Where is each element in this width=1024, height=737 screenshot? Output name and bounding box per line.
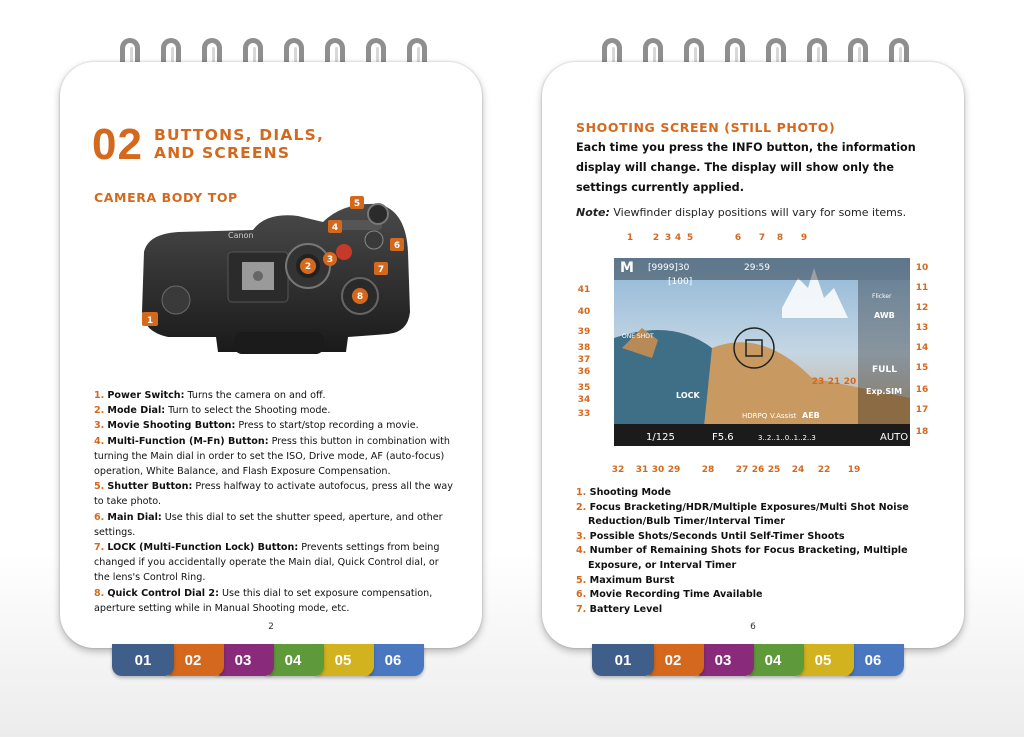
screen-bracket: [100] <box>668 277 693 287</box>
chapter-title-line1: BUTTONS, DIALS, <box>154 126 325 144</box>
callout-4: 4 <box>331 223 339 233</box>
screen-lock: LOCK <box>676 391 700 400</box>
chapter-tab-04[interactable]: 04 <box>262 644 324 676</box>
callout-3: 3 <box>664 233 672 243</box>
button-description-list <box>94 388 454 616</box>
svg-text:Canon: Canon <box>228 231 254 240</box>
chapter-tab-01[interactable]: 01 <box>112 644 174 676</box>
chapter-tab-03[interactable]: 03 <box>212 644 274 676</box>
callout-22: 22 <box>817 465 831 475</box>
callout-21: 21 <box>827 377 841 387</box>
list-item: 6. Movie Recording Time Available <box>576 589 763 601</box>
callout-30: 30 <box>651 465 665 475</box>
list-item: 4. Multi-Function (M-Fn) Button: Press this button in combination with turning the Main dial in order to set the ISO, Drive mode, AF (auto-focus) operation, White Balance, and Flash Exposure Compensation. <box>94 435 450 478</box>
callout-24: 24 <box>791 465 805 475</box>
screen-shutter: 1/125 <box>646 432 675 443</box>
left-page <box>60 62 482 648</box>
callout-9: 9 <box>800 233 808 243</box>
callout-18: 18 <box>915 427 929 437</box>
chapter-tab-05[interactable]: 05 <box>312 644 374 676</box>
chapter-title <box>154 126 354 162</box>
callout-10: 10 <box>915 263 929 273</box>
callout-26: 26 <box>751 465 765 475</box>
screen-mode: M <box>620 260 634 276</box>
list-item: 5. Shutter Button: Press halfway to activate autofocus, press all the way to take photo. <box>94 481 453 508</box>
callout-8: 8 <box>356 292 364 302</box>
callout-2: 2 <box>652 233 660 243</box>
callout-6: 6 <box>734 233 742 243</box>
list-item: 3. Possible Shots/Seconds Until Self-Timer Shoots <box>576 530 845 542</box>
chapter-tab-03[interactable]: 03 <box>692 644 754 676</box>
screen-flicker: Flicker <box>872 293 892 300</box>
callout-7: 7 <box>758 233 766 243</box>
screen-hdr: HDRPQ <box>742 412 768 420</box>
callout-20: 20 <box>843 377 857 387</box>
callout-37: 37 <box>577 355 591 365</box>
callout-38: 38 <box>577 343 591 353</box>
callout-29: 29 <box>667 465 681 475</box>
list-item: 4. Number of Remaining Shots for Focus Bracketing, Multiple Exposure, or Interval Timer <box>576 545 908 571</box>
callout-16: 16 <box>915 385 929 395</box>
intro-text: Each time you press the INFO button, the information display will change. The display will show only the settings currently applied. <box>576 141 916 194</box>
chapter-tab-06[interactable]: 06 <box>842 644 904 676</box>
note-text: Note: Viewfinder display positions will vary for some items. <box>576 206 907 219</box>
screen-iso: AUTO <box>880 432 909 443</box>
callout-8: 8 <box>776 233 784 243</box>
page-number: 2 <box>268 622 274 632</box>
section-heading: CAMERA BODY TOP <box>94 190 238 205</box>
list-item: 1. Shooting Mode <box>576 487 672 498</box>
callout-5: 5 <box>353 199 361 209</box>
callout-11: 11 <box>915 283 929 293</box>
chapter-tab-02[interactable]: 02 <box>162 644 224 676</box>
list-item: 2. Mode Dial: Turn to select the Shooting mode. <box>94 405 331 417</box>
screen-awb: AWB <box>874 311 895 320</box>
callout-13: 13 <box>915 323 929 333</box>
screen-scale: 3..2..1..0..1..2..3 <box>758 434 816 442</box>
callout-2: 2 <box>304 262 312 272</box>
callout-12: 12 <box>915 303 929 313</box>
callout-23: 23 <box>811 377 825 387</box>
list-item: 5. Maximum Burst <box>576 574 675 586</box>
chapter-title-line2: AND SCREENS <box>154 144 291 162</box>
chapter-tabs-left <box>112 644 442 680</box>
screen-aperture: F5.6 <box>712 432 734 443</box>
camera-body-illustration <box>138 192 418 372</box>
list-item: 7. Battery Level <box>576 603 663 615</box>
list-item: 3. Movie Shooting Button: Press to start/stop recording a movie. <box>94 420 419 432</box>
callout-34: 34 <box>577 395 591 405</box>
callout-40: 40 <box>577 307 591 317</box>
callout-39: 39 <box>577 327 591 337</box>
callout-25: 25 <box>767 465 781 475</box>
callout-5: 5 <box>686 233 694 243</box>
chapter-tab-02[interactable]: 02 <box>642 644 704 676</box>
list-item: 2. Focus Bracketing/HDR/Multiple Exposures/Multi Shot Noise Reduction/Bulb Timer/Interval Timer <box>576 501 909 528</box>
shooting-screen-illustration <box>562 228 952 484</box>
callout-31: 31 <box>635 465 649 475</box>
list-item: 1. Power Switch: Turns the camera on and off. <box>94 390 326 401</box>
right-page <box>542 62 964 648</box>
chapter-tab-05[interactable]: 05 <box>792 644 854 676</box>
chapter-tab-06[interactable]: 06 <box>362 644 424 676</box>
callout-41: 41 <box>577 285 591 295</box>
list-item: 8. Quick Control Dial 2: Use this dial to set exposure compensation, aperture setting while in Manual Shooting mode, etc. <box>94 587 433 614</box>
chapter-tab-01[interactable]: 01 <box>592 644 654 676</box>
callout-4: 4 <box>674 233 682 243</box>
callout-17: 17 <box>915 405 929 415</box>
callout-19: 19 <box>847 465 861 475</box>
screen-vassist: V.Assist <box>770 412 797 420</box>
callout-35: 35 <box>577 383 591 393</box>
callout-6: 6 <box>393 241 401 251</box>
chapter-number: 02 <box>92 120 143 169</box>
callout-32: 32 <box>611 465 625 475</box>
chapter-tabs-right <box>592 644 922 680</box>
screen-expsim: Exp.SIM <box>866 387 903 396</box>
list-item: 6. Main Dial: Use this dial to set the shutter speed, aperture, and other settings. <box>94 511 443 538</box>
callout-36: 36 <box>577 367 591 377</box>
screen-rec-time: 29:59 <box>744 263 770 273</box>
page-number: 6 <box>750 622 756 632</box>
callout-3: 3 <box>326 255 334 265</box>
callout-33: 33 <box>577 409 591 419</box>
screen-aeb: AEB <box>802 411 820 420</box>
screen-legend-list <box>576 486 941 617</box>
callout-28: 28 <box>701 465 715 475</box>
callout-1: 1 <box>626 233 634 243</box>
callout-7: 7 <box>377 265 385 275</box>
list-item: 7. LOCK (Multi-Function Lock) Button: Prevents settings from being changed if you accidentally operate the Main dial, Quick Control dial, or the lens's Control Ring. <box>94 542 440 584</box>
callout-14: 14 <box>915 343 929 353</box>
section-heading: SHOOTING SCREEN (STILL PHOTO) <box>576 120 836 135</box>
chapter-tab-04[interactable]: 04 <box>742 644 804 676</box>
screen-shots: [9999]30 <box>648 263 690 273</box>
screen-one-shot: ONE SHOT <box>622 333 654 340</box>
callout-27: 27 <box>735 465 749 475</box>
callout-15: 15 <box>915 363 929 373</box>
callout-1: 1 <box>146 316 154 326</box>
screen-full: FULL <box>872 365 897 375</box>
